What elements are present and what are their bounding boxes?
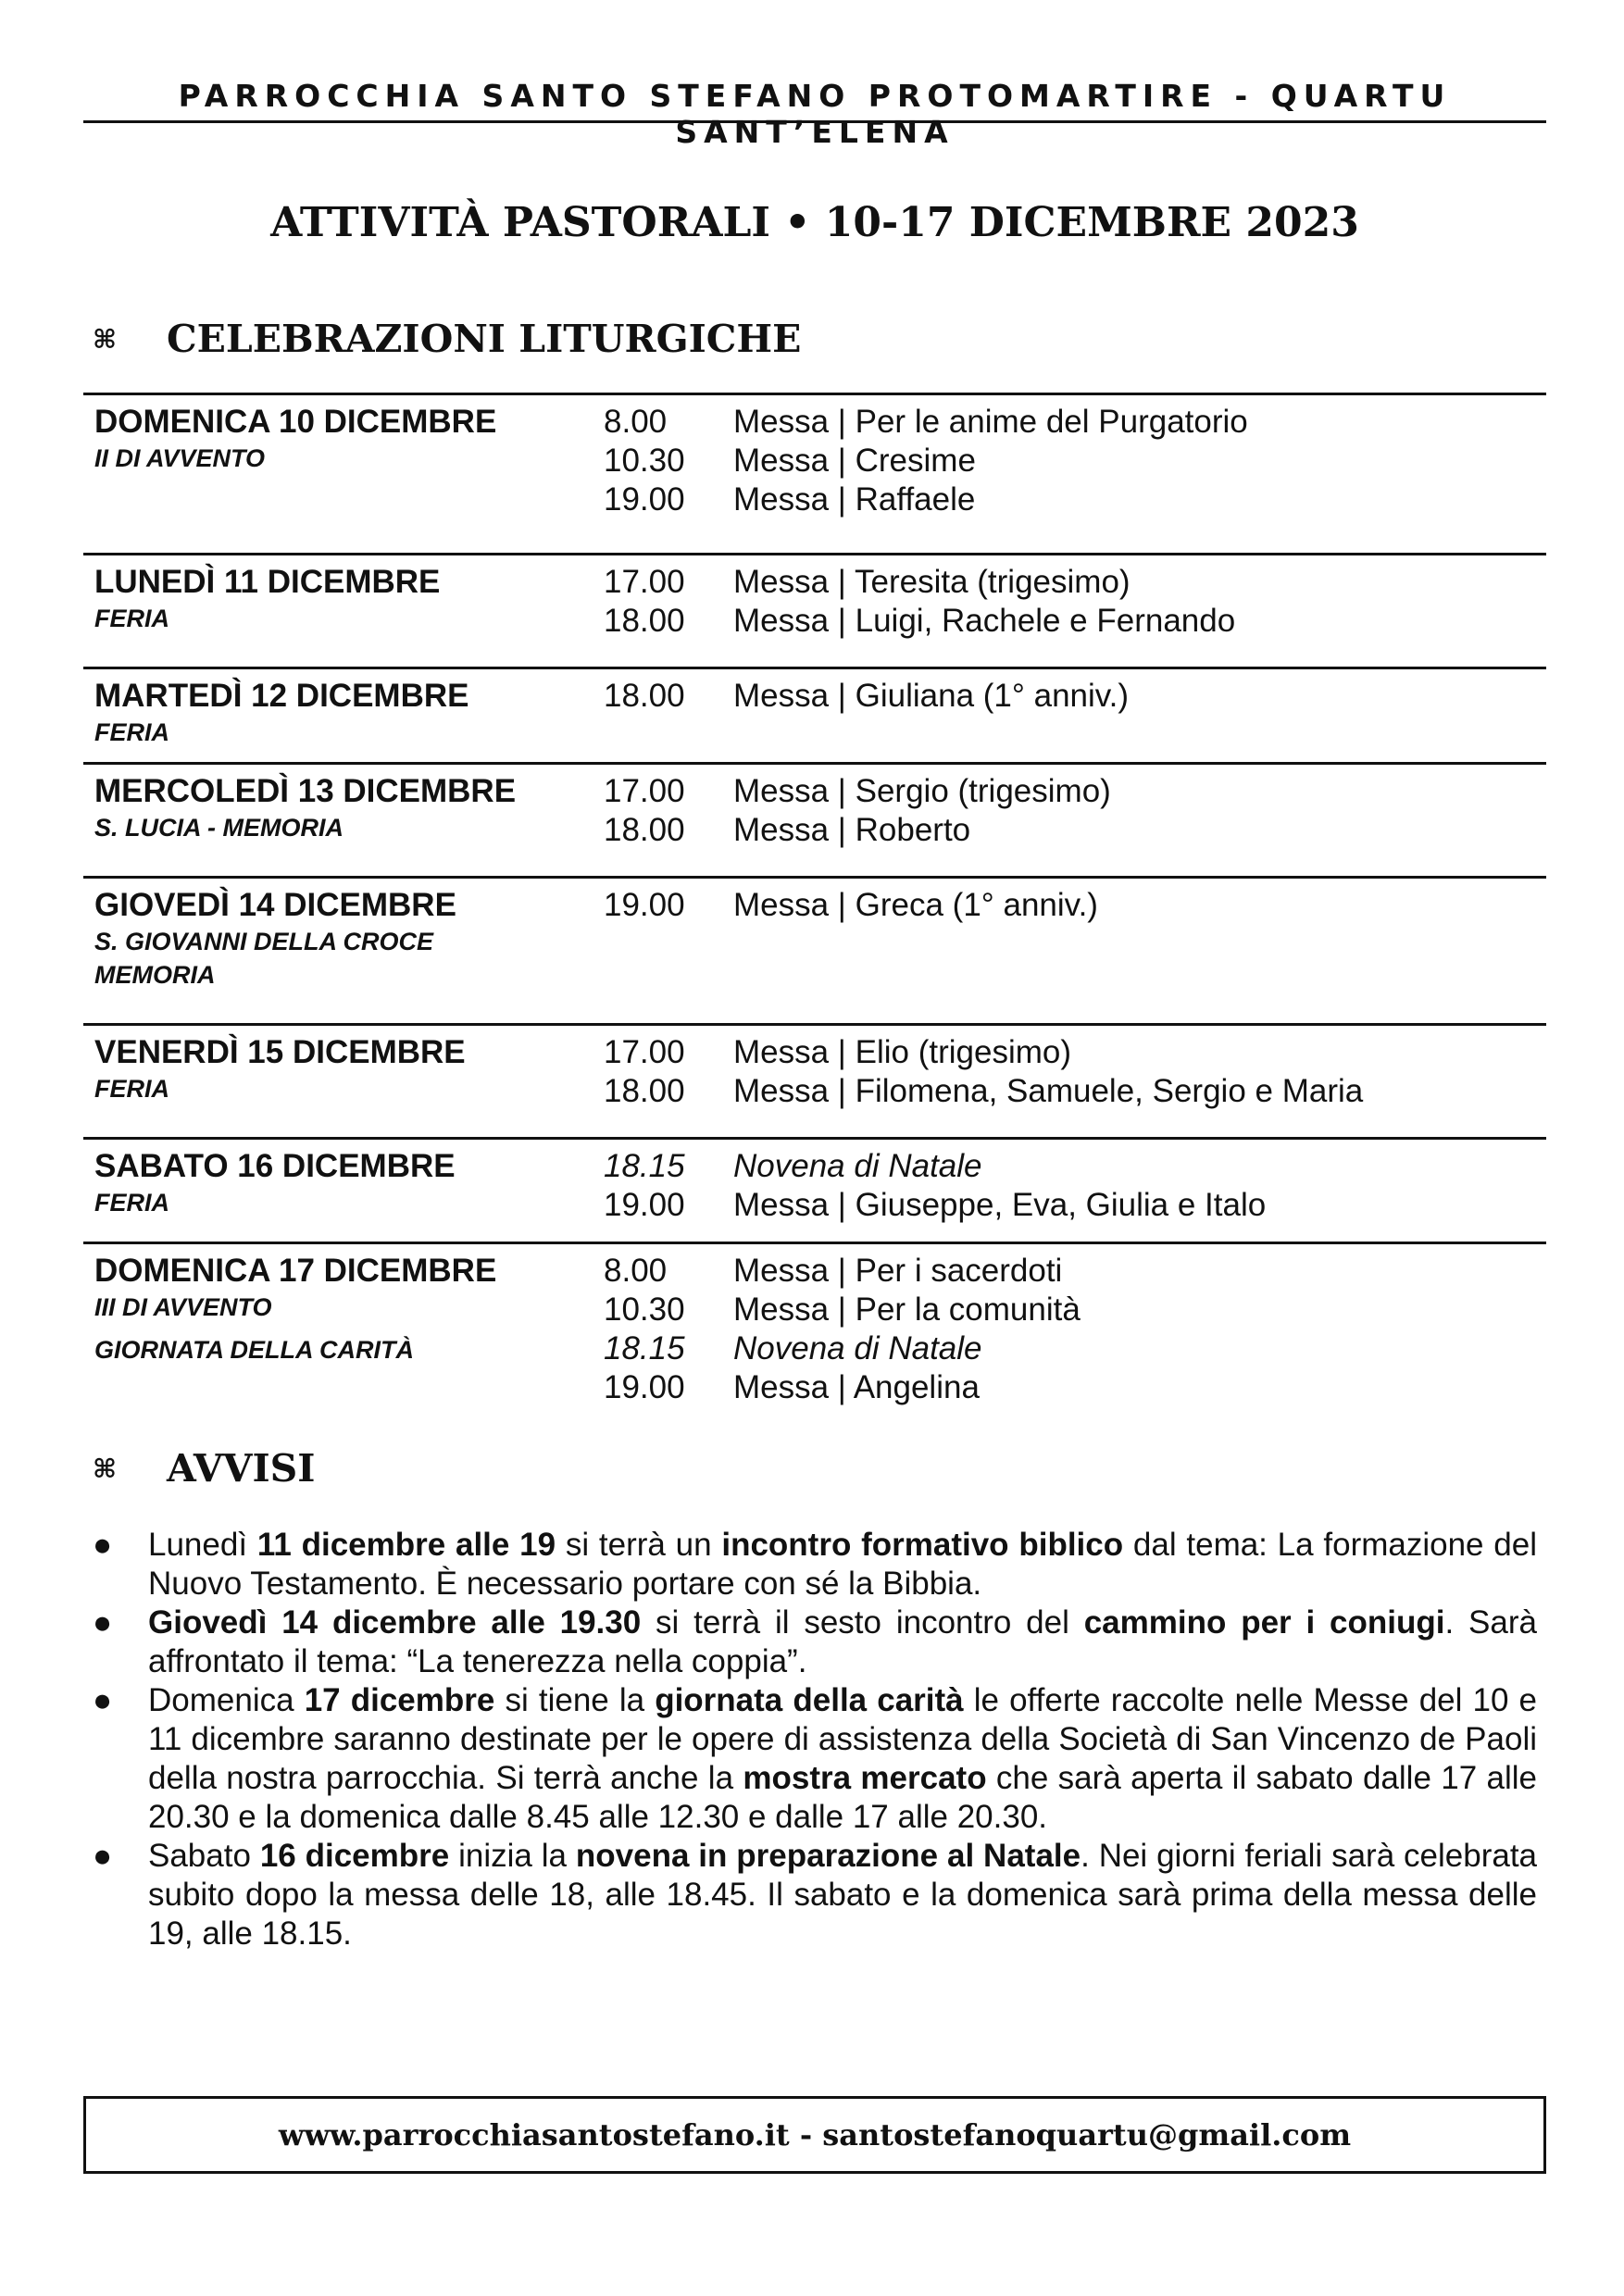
- event-description: Messa | Sergio (trigesimo): [733, 773, 1111, 809]
- schedule-event: [604, 1186, 1266, 1225]
- notice-text: . Sarà affrontato il tema: “La tenerezza nella coppia”.: [148, 1604, 1537, 1679]
- day-column: [94, 669, 594, 749]
- event-description: Messa | Giuliana (1° anniv.): [733, 678, 1130, 714]
- notices-list: [93, 1526, 1537, 1953]
- day-column: [94, 1026, 594, 1105]
- notice-emphasis: novena in preparazione al Natale: [575, 1838, 1081, 1874]
- section-marker-icon: ⌘: [93, 324, 117, 355]
- event-time: 19.00: [604, 481, 685, 518]
- notice-text: Sabato: [148, 1838, 260, 1874]
- day-name: LUNEDÌ 11 DICEMBRE: [94, 564, 441, 600]
- schedule-day-row: [83, 667, 1546, 762]
- notice-text: dal tema: La formazione del Nuovo Testamento. È necessario portare con sé la Bibbia.: [148, 1527, 1537, 1602]
- notice-item: [93, 1526, 1537, 1603]
- day-column: [94, 1140, 594, 1219]
- day-column: [94, 395, 594, 475]
- notice-emphasis: 17 dicembre: [304, 1682, 495, 1718]
- day-column: [94, 765, 594, 844]
- day-name: VENERDÌ 15 DICEMBRE: [94, 1034, 466, 1070]
- event-description: Messa | Greca (1° anniv.): [733, 887, 1098, 923]
- notice-emphasis: Giovedì 14 dicembre alle 19.30: [148, 1604, 642, 1641]
- event-time: 19.00: [604, 887, 685, 923]
- schedule-day-row: [83, 1242, 1546, 1407]
- page-title: ATTIVITÀ PASTORALI • 10-17 DICEMBRE 2023: [270, 199, 1359, 246]
- event-time: 18.15: [604, 1148, 685, 1184]
- parish-header: PARROCCHIA SANTO STEFANO PROTOMARTIRE - QUARTU SANT’ELENA: [178, 78, 1452, 150]
- day-liturgical-note: FERIA: [94, 718, 169, 746]
- event-time: 10.30: [604, 443, 685, 479]
- notice-text: si terrà il sesto incontro del: [641, 1604, 1084, 1641]
- event-description: Messa | Raffaele: [733, 481, 976, 518]
- schedule-day-row: [83, 1137, 1546, 1242]
- schedule-day-row: [83, 762, 1546, 876]
- event-time: 19.00: [604, 1187, 685, 1223]
- day-liturgical-note: S. GIOVANNI DELLA CROCE: [94, 928, 434, 955]
- notice-text: le offerte raccolte nelle Messe del 10 e 11 dicembre saranno destinate per le opere di assistenza della Società di San Vincenzo de Paoli della nostra parrocchia. Si terrà anche la: [148, 1682, 1538, 1796]
- notice-text: Lunedì: [148, 1527, 257, 1563]
- notice-emphasis: mostra mercato: [743, 1760, 987, 1796]
- section-liturgical-label: CELEBRAZIONI LITURGICHE: [167, 317, 802, 361]
- schedule-event: [604, 602, 1235, 641]
- schedule-day-row: [83, 1023, 1546, 1137]
- day-name: GIOVEDÌ 14 DICEMBRE: [94, 887, 456, 923]
- schedule-event: [604, 563, 1235, 602]
- day-events: [604, 1252, 1081, 1407]
- day-events: [604, 886, 1098, 925]
- schedule-day-row: [83, 876, 1546, 1023]
- schedule-event: [604, 1072, 1363, 1111]
- section-notices-heading: [93, 1446, 315, 1491]
- day-liturgical-note: S. LUCIA - MEMORIA: [94, 814, 344, 842]
- schedule-day-row: [83, 393, 1546, 553]
- event-description: Messa | Per la comunità: [733, 1292, 1081, 1328]
- event-description: Messa | Per le anime del Purgatorio: [733, 404, 1248, 440]
- event-time: 8.00: [604, 404, 668, 440]
- schedule-event: [604, 1291, 1081, 1329]
- notice-text: inizia la: [449, 1838, 576, 1874]
- event-time: 18.00: [604, 1073, 685, 1109]
- day-name: MERCOLEDÌ 13 DICEMBRE: [94, 773, 517, 809]
- liturgical-schedule: [83, 393, 1546, 1407]
- schedule-event: [604, 886, 1098, 925]
- event-time: 8.00: [604, 1253, 668, 1289]
- day-column: [94, 555, 594, 635]
- schedule-event: [604, 403, 1248, 442]
- event-time: 19.00: [604, 1369, 685, 1405]
- footer-contacts-box: [83, 2096, 1546, 2174]
- event-time: 18.00: [604, 678, 685, 714]
- notice-text: . Nei giorni feriali sarà celebrata subito dopo la messa delle 18, alle 18.45. Il sabato e la domenica sarà prima della messa delle 19, alle 18.15.: [148, 1838, 1538, 1952]
- event-description: Messa | Cresime: [733, 443, 976, 479]
- schedule-event: [604, 811, 1111, 850]
- bullet-icon: ●: [93, 1604, 113, 1641]
- day-events: [604, 1147, 1266, 1225]
- notice-emphasis: 11 dicembre alle 19: [256, 1527, 556, 1563]
- notice-text: che sarà aperta il sabato dalle 17 alle 20.30 e la domenica dalle 8.45 alle 12.30 e dalle 17 alle 20.30.: [148, 1760, 1537, 1835]
- day-liturgical-note: FERIA: [94, 605, 169, 632]
- schedule-event: [604, 442, 1248, 480]
- day-name: DOMENICA 10 DICEMBRE: [94, 404, 497, 440]
- event-description: Messa | Luigi, Rachele e Fernando: [733, 603, 1236, 639]
- event-description: Messa | Teresita (trigesimo): [733, 564, 1131, 600]
- notice-text: si tiene la: [494, 1682, 656, 1718]
- event-description: Messa | Per i sacerdoti: [733, 1253, 1063, 1289]
- event-time: 17.00: [604, 773, 685, 809]
- day-events: [604, 403, 1248, 519]
- notice-emphasis: 16 dicembre: [259, 1838, 450, 1874]
- schedule-event: [604, 772, 1111, 811]
- day-name: MARTEDÌ 12 DICEMBRE: [94, 678, 469, 714]
- day-liturgical-note: MEMORIA: [94, 961, 216, 989]
- event-time: 18.00: [604, 603, 685, 639]
- day-liturgical-note: GIORNATA DELLA CARITÀ: [94, 1336, 414, 1364]
- event-description: Messa | Angelina: [733, 1369, 980, 1405]
- notice-item: [93, 1603, 1537, 1681]
- day-liturgical-note: III DI AVVENTO: [94, 1293, 272, 1321]
- day-name: DOMENICA 17 DICEMBRE: [94, 1253, 497, 1289]
- event-description: Messa | Elio (trigesimo): [733, 1034, 1072, 1070]
- bullet-icon: ●: [93, 1682, 113, 1718]
- event-description: Novena di Natale: [733, 1148, 982, 1184]
- schedule-event: [604, 1329, 1081, 1368]
- section-liturgical-heading: [93, 317, 801, 361]
- notice-item: [93, 1837, 1537, 1953]
- event-time: 10.30: [604, 1292, 685, 1328]
- day-liturgical-note: FERIA: [94, 1075, 169, 1103]
- day-name: SABATO 16 DICEMBRE: [94, 1148, 456, 1184]
- footer-contacts: www.parrocchiasantostefano.it - santostefanoquartu@gmail.com: [278, 2117, 1352, 2152]
- notice-emphasis: incontro formativo biblico: [721, 1527, 1124, 1563]
- notice-item: [93, 1681, 1537, 1837]
- bullet-icon: ●: [93, 1527, 113, 1563]
- schedule-event: [604, 1033, 1363, 1072]
- notice-emphasis: giornata della carità: [655, 1682, 964, 1718]
- event-description: Novena di Natale: [733, 1330, 982, 1366]
- day-events: [604, 772, 1111, 850]
- day-events: [604, 563, 1235, 641]
- notice-text: si terrà un: [556, 1527, 722, 1563]
- day-liturgical-note: FERIA: [94, 1189, 169, 1217]
- event-time: 17.00: [604, 564, 685, 600]
- schedule-event: [604, 1368, 1081, 1407]
- day-column: [94, 879, 594, 992]
- section-marker-icon: ⌘: [93, 1454, 117, 1484]
- schedule-event: [604, 480, 1248, 519]
- day-events: [604, 1033, 1363, 1111]
- schedule-day-row: [83, 553, 1546, 667]
- schedule-event: [604, 1147, 1266, 1186]
- event-time: 17.00: [604, 1034, 685, 1070]
- section-notices-label: AVVISI: [167, 1446, 316, 1491]
- day-events: [604, 677, 1129, 716]
- event-description: Messa | Giuseppe, Eva, Giulia e Italo: [733, 1187, 1267, 1223]
- notice-text: Domenica: [148, 1682, 305, 1718]
- header-divider: [83, 120, 1546, 123]
- day-liturgical-note: II DI AVVENTO: [94, 444, 266, 472]
- day-column: [94, 1244, 594, 1366]
- event-description: Messa | Roberto: [733, 812, 971, 848]
- schedule-event: [604, 1252, 1081, 1291]
- bullet-icon: ●: [93, 1838, 113, 1874]
- notice-emphasis: cammino per i coniugi: [1083, 1604, 1445, 1641]
- event-time: 18.15: [604, 1330, 685, 1366]
- schedule-event: [604, 677, 1129, 716]
- event-time: 18.00: [604, 812, 685, 848]
- event-description: Messa | Filomena, Samuele, Sergio e Maria: [733, 1073, 1364, 1109]
